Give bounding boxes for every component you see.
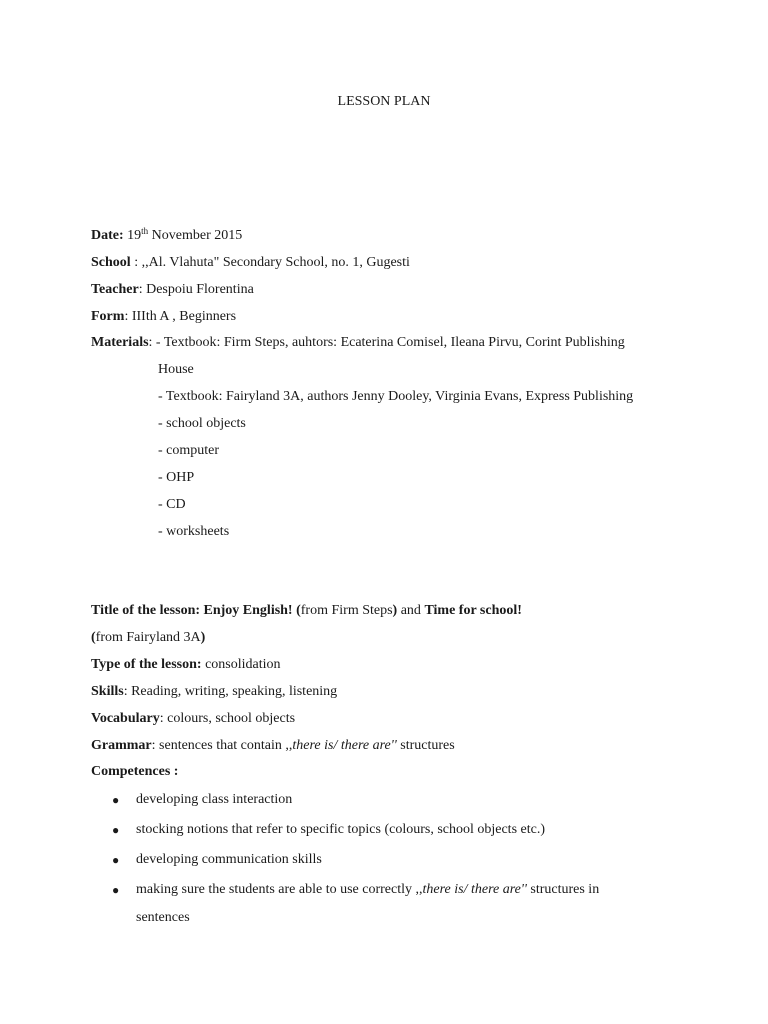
teacher-value: : Despoiu Florentina (138, 282, 254, 297)
type-value: consolidation (201, 657, 281, 672)
materials-item: - worksheets (158, 524, 230, 539)
vocabulary-value: : colours, school objects (159, 711, 296, 726)
materials-label: Materials (91, 335, 149, 350)
bullet-icon: ● (112, 883, 120, 897)
materials-item: House (158, 362, 194, 377)
lesson-title-close1: ) (392, 603, 398, 618)
lesson-title-and: and (397, 603, 425, 618)
materials-item: - Textbook: Fairyland 3A, authors Jenny Dooley, Virginia Evans, Express Publishing (158, 389, 634, 404)
date-day: 19 (127, 228, 142, 243)
materials-item: - CD (158, 497, 186, 512)
teacher-label: Teacher (91, 282, 139, 297)
vocabulary-label: Vocabulary (91, 711, 160, 726)
competence-item-last-cont: sentences (136, 910, 190, 925)
materials-item: - OHP (158, 470, 195, 485)
competence-item-last (136, 881, 677, 899)
competences-heading (91, 763, 178, 781)
competence-item: stocking notions that refer to specific topics (colours, school objects etc.) (136, 822, 546, 837)
date-line (91, 227, 242, 245)
grammar-value-pre: : sentences that contain ,, (151, 738, 293, 753)
bullet-icon: ● (112, 823, 120, 837)
date-rest: November 2015 (148, 228, 243, 243)
lesson-title-open2: ( (91, 630, 96, 645)
materials-line (91, 334, 625, 352)
school-line (91, 254, 410, 272)
school-value: : ,,Al. Vlahuta" Secondary School, no. 1, Gugesti (130, 255, 410, 270)
lesson-title-second: Time for school! (424, 603, 522, 618)
vocabulary-line (91, 710, 295, 728)
skills-label: Skills (91, 684, 124, 699)
form-value: : IIIth A , Beginners (124, 309, 237, 324)
competence-item: developing class interaction (136, 792, 293, 807)
school-label: School (91, 255, 131, 270)
competence-item: developing communication skills (136, 852, 322, 867)
grammar-value-post: structures (396, 738, 455, 753)
form-line (91, 308, 236, 326)
competence-last-italic: there is/ there are'' (422, 882, 527, 897)
grammar-value-italic: there is/ there are'' (292, 738, 397, 753)
lesson-title-close2: ) (200, 630, 206, 645)
materials-item: - computer (158, 443, 220, 458)
form-label: Form (91, 309, 125, 324)
lesson-title-from1: from Firm Steps (300, 603, 393, 618)
type-label: Type of the lesson: (91, 657, 202, 672)
lesson-title-from2: from Fairyland 3A (95, 630, 201, 645)
bullet-icon: ● (112, 793, 120, 807)
type-line (91, 656, 281, 674)
skills-line (91, 683, 337, 701)
materials-item: - school objects (158, 416, 246, 431)
lesson-title-label: Title of the lesson: Enjoy English! ( (91, 603, 301, 618)
lesson-title-line (91, 602, 522, 620)
competence-last-pre: making sure the students are able to use correctly ,, (136, 882, 423, 897)
competences-label: Competences : (91, 764, 179, 779)
grammar-line (91, 737, 455, 755)
teacher-line (91, 281, 254, 299)
date-label: Date: (91, 228, 124, 243)
materials-first: : - Textbook: Firm Steps, auhtors: Ecaterina Comisel, Ileana Pirvu, Corint Publishing (148, 335, 625, 350)
lesson-title-line2 (91, 629, 205, 647)
competence-last-post: structures in (526, 882, 600, 897)
date-suffix: th (141, 226, 149, 236)
skills-value: : Reading, writing, speaking, listening (123, 684, 338, 699)
grammar-label: Grammar (91, 738, 152, 753)
page-title: LESSON PLAN (337, 94, 431, 109)
bullet-icon: ● (112, 853, 120, 867)
